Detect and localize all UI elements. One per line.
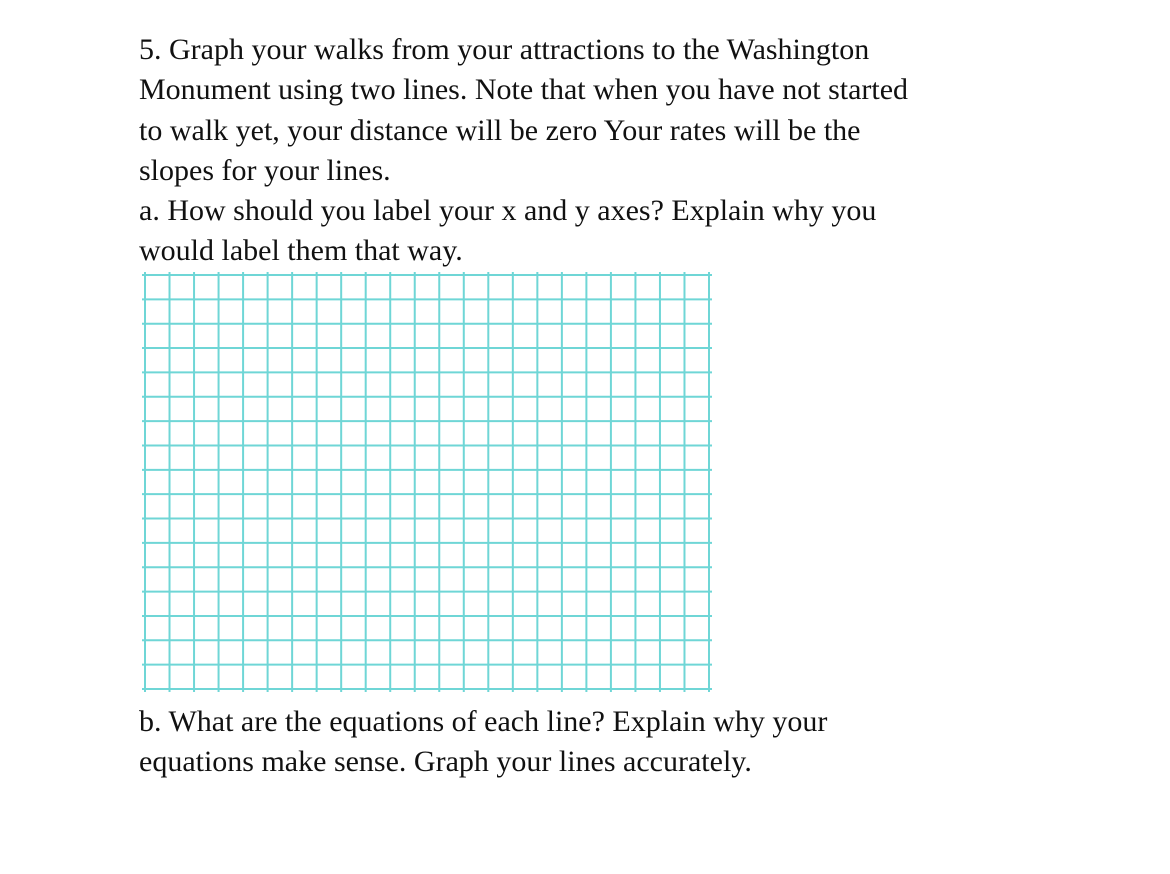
question-line: slopes for your lines. (139, 153, 391, 187)
question-line: 5. Graph your walks from your attractions to the Washington (139, 33, 870, 66)
graph-grid-svg (142, 272, 712, 692)
graph-paper-grid (142, 272, 712, 692)
question-5-text (139, 30, 908, 272)
part-b-line: b. What are the equations of each line? Explain why your (139, 705, 828, 738)
part-a-line: a. How should you label your x and y axes? Explain why you (139, 194, 877, 228)
question-line: to walk yet, your distance will be zero Your rates will be the (139, 113, 861, 147)
part-b-text (139, 702, 827, 783)
part-b-line: equations make sense. Graph your lines accurately. (139, 745, 752, 779)
question-line: Monument using two lines. Note that when you have not started (139, 73, 909, 107)
part-a-line: would label them that way. (139, 234, 463, 268)
